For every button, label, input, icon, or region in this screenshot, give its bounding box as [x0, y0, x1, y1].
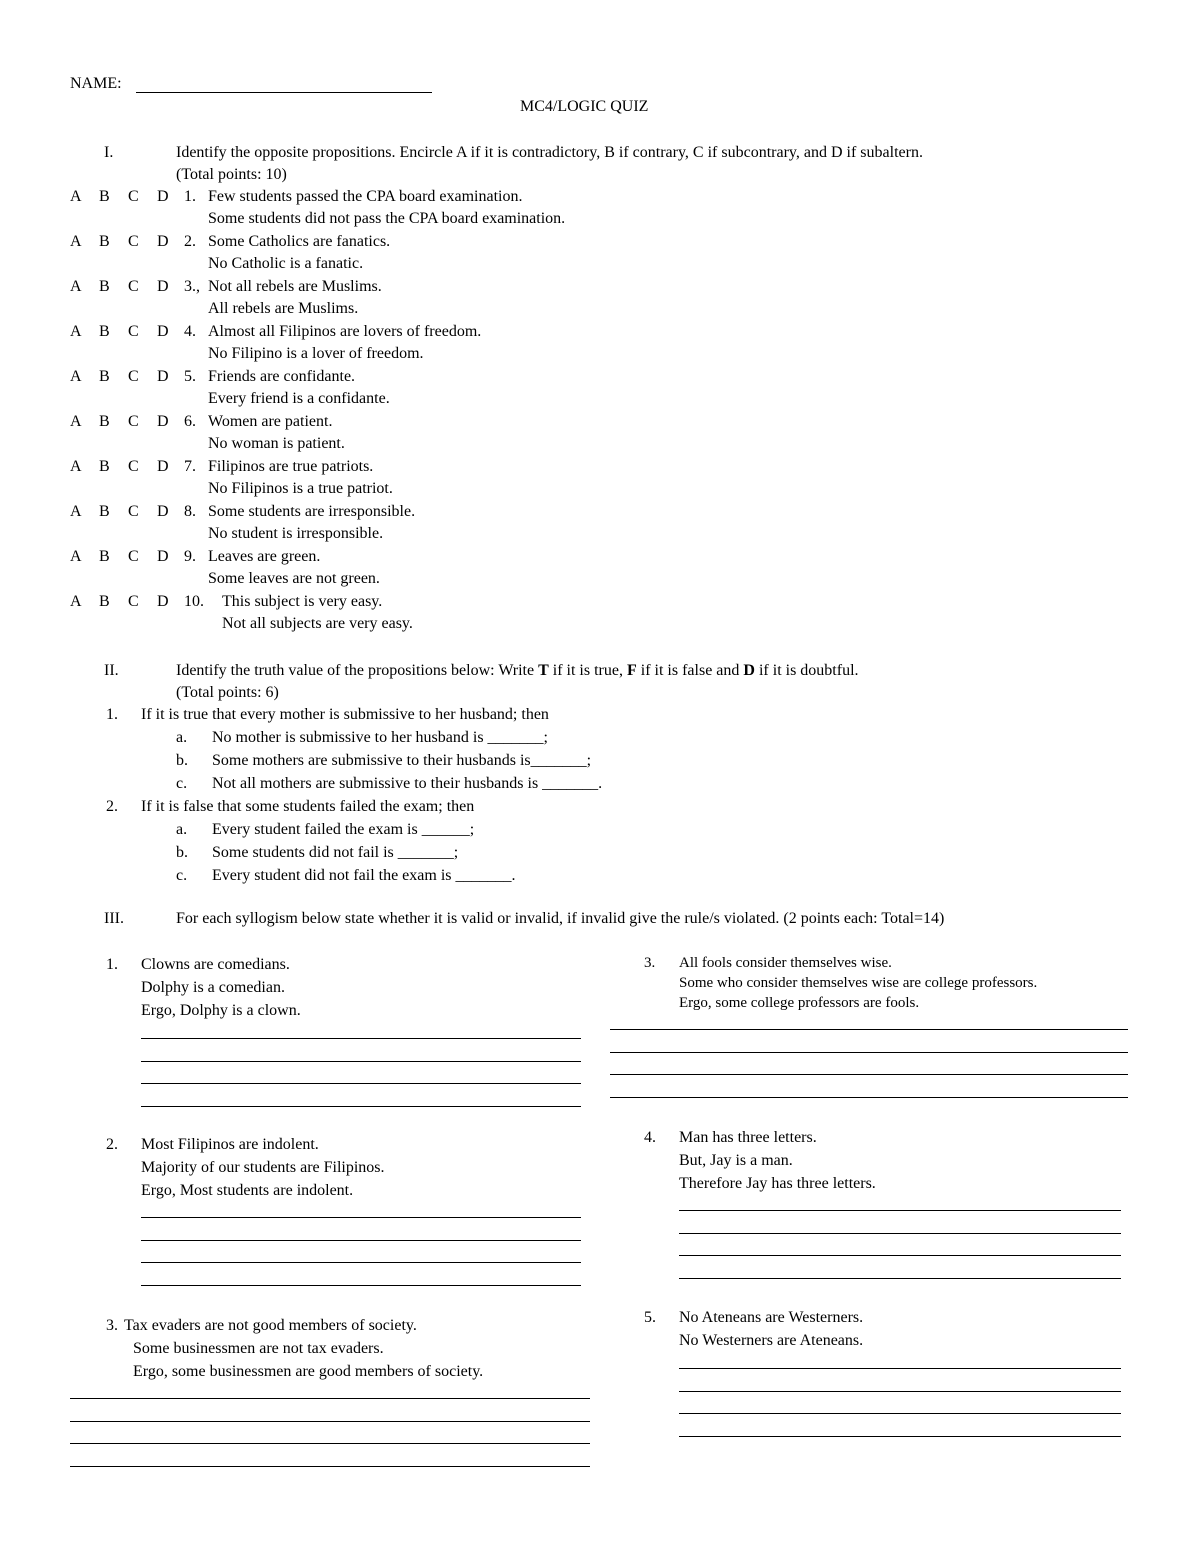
choice-b[interactable]: B — [99, 458, 110, 475]
part3-instruction: For each syllogism below state whether it is valid or invalid, if invalid give the rule/s violated. (2 points each: Total=14) — [176, 910, 945, 927]
answer-line[interactable] — [141, 1061, 581, 1062]
answer-line[interactable] — [141, 1240, 581, 1241]
item-number: 9. — [184, 548, 196, 565]
answer-choices — [70, 412, 186, 432]
syllogism-premise: Ergo, some businessmen are good members of society. — [133, 1363, 484, 1380]
part2-points: (Total points: 6) — [176, 684, 279, 701]
question-number: 2. — [106, 798, 118, 815]
choice-d[interactable]: D — [157, 593, 169, 610]
syllogism-number: 3. — [106, 1317, 118, 1334]
answer-line[interactable] — [679, 1413, 1121, 1414]
choice-b[interactable]: B — [99, 413, 110, 430]
choice-b[interactable]: B — [99, 593, 110, 610]
choice-a[interactable]: A — [70, 278, 82, 295]
part1-numeral: I. — [104, 144, 114, 161]
choice-b[interactable]: B — [99, 503, 110, 520]
item-first-text: Not all rebels are Muslims. — [208, 278, 382, 295]
sub-letter: c. — [176, 867, 188, 884]
syllogism-number: 5. — [644, 1309, 656, 1326]
syllogism-premise: Man has three letters. — [679, 1129, 817, 1146]
item-first-proposition — [184, 367, 355, 387]
item-number: 8. — [184, 503, 196, 520]
answer-line[interactable] — [679, 1210, 1121, 1211]
item-first-text: Some students are irresponsible. — [208, 503, 416, 520]
answer-choices — [70, 457, 186, 477]
answer-choices — [70, 277, 186, 297]
choice-c[interactable]: C — [128, 548, 139, 565]
sub-letter: b. — [176, 752, 188, 769]
item-first-proposition — [184, 457, 373, 477]
choice-c[interactable]: C — [128, 278, 139, 295]
part2-instruction-post: if it is doubtful. — [758, 662, 859, 679]
syllogism-premise: But, Jay is a man. — [679, 1152, 793, 1169]
item-second-proposition: Not all subjects are very easy. — [222, 615, 413, 632]
item-first-proposition — [184, 322, 481, 342]
syllogism-premise: Ergo, some college professors are fools. — [679, 995, 920, 1011]
item-first-proposition — [184, 592, 382, 612]
sub-question-text[interactable]: No mother is submissive to her husband is _______; — [212, 729, 548, 746]
part2-instruction-mid1: if it is true, — [552, 662, 623, 679]
part2-f-code: F — [626, 662, 637, 679]
item-second-proposition: Every friend is a confidante. — [208, 390, 390, 407]
choice-b[interactable]: B — [99, 233, 110, 250]
sub-question-text[interactable]: Every student failed the exam is ______; — [212, 821, 475, 838]
answer-line[interactable] — [141, 1285, 581, 1286]
choice-d[interactable]: D — [157, 233, 169, 250]
item-first-text: Some Catholics are fanatics. — [208, 233, 391, 250]
answer-line[interactable] — [610, 1074, 1128, 1075]
choice-a[interactable]: A — [70, 548, 82, 565]
answer-line[interactable] — [141, 1217, 581, 1218]
sub-question-text[interactable]: Some students did not fail is _______; — [212, 844, 459, 861]
part2-instruction-pre: Identify the truth value of the propositions below: Write — [176, 662, 535, 679]
answer-line[interactable] — [141, 1083, 581, 1084]
sub-letter: c. — [176, 775, 188, 792]
choice-a[interactable]: A — [70, 458, 82, 475]
choice-b[interactable]: B — [99, 278, 110, 295]
item-first-proposition — [184, 412, 332, 432]
item-second-proposition: No Filipino is a lover of freedom. — [208, 345, 424, 362]
syllogism-premise: Dolphy is a comedian. — [141, 979, 285, 996]
answer-line[interactable] — [141, 1106, 581, 1107]
choice-b[interactable]: B — [99, 323, 110, 340]
choice-d[interactable]: D — [157, 413, 169, 430]
syllogism-premise: Ergo, Most students are indolent. — [141, 1182, 354, 1199]
question-text: If it is true that every mother is submissive to her husband; then — [141, 706, 549, 723]
syllogism-premise: Some who consider themselves wise are college professors. — [679, 975, 1038, 991]
answer-line[interactable] — [141, 1038, 581, 1039]
answer-line[interactable] — [70, 1398, 590, 1399]
part1-instruction: Identify the opposite propositions. Encircle A if it is contradictory, B if contrary, C if subcontrary, and D if subaltern. — [176, 144, 923, 161]
question-text: If it is false that some students failed the exam; then — [141, 798, 475, 815]
answer-line[interactable] — [70, 1443, 590, 1444]
answer-line[interactable] — [70, 1466, 590, 1467]
item-number: 6. — [184, 413, 196, 430]
syllogism-first-line — [106, 1316, 417, 1336]
syllogism-premise: Clowns are comedians. — [141, 956, 290, 973]
choice-a[interactable]: A — [70, 233, 82, 250]
choice-c[interactable]: C — [128, 503, 139, 520]
item-second-proposition: No Filipinos is a true patriot. — [208, 480, 393, 497]
answer-line[interactable] — [679, 1368, 1121, 1369]
sub-letter: a. — [176, 821, 188, 838]
choice-b[interactable]: B — [99, 368, 110, 385]
answer-choices — [70, 547, 186, 567]
syllogism-number: 1. — [106, 956, 118, 973]
choice-d[interactable]: D — [157, 323, 169, 340]
sub-question-text[interactable]: Every student did not fail the exam is _______. — [212, 867, 516, 884]
syllogism-premise: No Ateneans are Westerners. — [679, 1309, 864, 1326]
choice-c[interactable]: C — [128, 233, 139, 250]
name-field-line[interactable] — [136, 92, 432, 93]
question-number: 1. — [106, 706, 118, 723]
answer-choices — [70, 367, 186, 387]
syllogism-number: 3. — [644, 955, 656, 971]
answer-line[interactable] — [679, 1436, 1121, 1437]
choice-c[interactable]: C — [128, 458, 139, 475]
part2-instruction-mid2: if it is false and — [640, 662, 740, 679]
part2-t-code: T — [538, 662, 549, 679]
part2-numeral: II. — [104, 662, 119, 679]
syllogism-premise: All fools consider themselves wise. — [679, 955, 892, 971]
item-number: 4. — [184, 323, 196, 340]
item-second-proposition: No Catholic is a fanatic. — [208, 255, 364, 272]
answer-choices — [70, 232, 186, 252]
item-first-text: Friends are confidante. — [208, 368, 356, 385]
choice-d[interactable]: D — [157, 278, 169, 295]
choice-c[interactable]: C — [128, 323, 139, 340]
item-first-text: Filipinos are true patriots. — [208, 458, 374, 475]
syllogism-premise: Majority of our students are Filipinos. — [141, 1159, 385, 1176]
name-label: NAME: — [70, 75, 122, 92]
syllogism-premise: Most Filipinos are indolent. — [141, 1136, 319, 1153]
syllogism-premise: No Westerners are Ateneans. — [679, 1332, 864, 1349]
item-second-proposition: Some leaves are not green. — [208, 570, 380, 587]
sub-letter: b. — [176, 844, 188, 861]
choice-a[interactable]: A — [70, 188, 82, 205]
item-number: 3., — [184, 278, 200, 295]
item-first-text: Almost all Filipinos are lovers of freedom. — [208, 323, 482, 340]
sub-question-text[interactable]: Not all mothers are submissive to their husbands is _______. — [212, 775, 603, 792]
item-first-text: This subject is very easy. — [222, 593, 383, 610]
choice-b[interactable]: B — [99, 548, 110, 565]
syllogism-premise: Therefore Jay has three letters. — [679, 1175, 876, 1192]
answer-choices — [70, 592, 186, 612]
item-number: 1. — [184, 188, 196, 205]
item-first-proposition — [184, 502, 415, 522]
choice-d[interactable]: D — [157, 188, 169, 205]
choice-b[interactable]: B — [99, 188, 110, 205]
choice-d[interactable]: D — [157, 368, 169, 385]
item-second-proposition: No student is irresponsible. — [208, 525, 384, 542]
answer-line[interactable] — [679, 1255, 1121, 1256]
answer-line[interactable] — [141, 1262, 581, 1263]
item-first-proposition — [184, 277, 382, 297]
item-first-proposition — [184, 187, 523, 207]
answer-line[interactable] — [679, 1233, 1121, 1234]
choice-c[interactable]: C — [128, 368, 139, 385]
answer-line[interactable] — [610, 1029, 1128, 1030]
choice-d[interactable]: D — [157, 548, 169, 565]
syllogism-premise: Tax evaders are not good members of society. — [124, 1317, 417, 1334]
answer-line[interactable] — [610, 1052, 1128, 1053]
part2-instruction — [176, 661, 859, 681]
answer-line[interactable] — [679, 1391, 1121, 1392]
answer-choices — [70, 322, 186, 342]
item-number: 7. — [184, 458, 196, 475]
item-number: 5. — [184, 368, 196, 385]
choice-a[interactable]: A — [70, 413, 82, 430]
choice-a[interactable]: A — [70, 503, 82, 520]
part1-points: (Total points: 10) — [176, 166, 287, 183]
syllogism-number: 4. — [644, 1129, 656, 1146]
syllogism-number: 2. — [106, 1136, 118, 1153]
answer-choices — [70, 187, 186, 207]
item-number: 10. — [184, 593, 204, 610]
part3-numeral: III. — [104, 910, 124, 927]
answer-line[interactable] — [610, 1097, 1128, 1098]
choice-c[interactable]: C — [128, 188, 139, 205]
item-second-proposition: No woman is patient. — [208, 435, 345, 452]
item-first-text: Women are patient. — [208, 413, 333, 430]
syllogism-premise: Ergo, Dolphy is a clown. — [141, 1002, 301, 1019]
choice-d[interactable]: D — [157, 503, 169, 520]
item-second-proposition: All rebels are Muslims. — [208, 300, 359, 317]
syllogism-premise: Some businessmen are not tax evaders. — [133, 1340, 384, 1357]
sub-question-text[interactable]: Some mothers are submissive to their husbands is_______; — [212, 752, 592, 769]
part2-d-code: D — [743, 662, 755, 679]
answer-choices — [70, 502, 186, 522]
sub-letter: a. — [176, 729, 188, 746]
answer-line[interactable] — [70, 1421, 590, 1422]
item-first-text: Leaves are green. — [208, 548, 321, 565]
answer-line[interactable] — [679, 1278, 1121, 1279]
choice-a[interactable]: A — [70, 593, 82, 610]
choice-a[interactable]: A — [70, 368, 82, 385]
choice-a[interactable]: A — [70, 323, 82, 340]
choice-c[interactable]: C — [128, 593, 139, 610]
page-title: MC4/LOGIC QUIZ — [520, 98, 649, 115]
choice-d[interactable]: D — [157, 458, 169, 475]
item-first-proposition — [184, 232, 390, 252]
item-number: 2. — [184, 233, 196, 250]
item-second-proposition: Some students did not pass the CPA board examination. — [208, 210, 566, 227]
item-first-proposition — [184, 547, 320, 567]
item-first-text: Few students passed the CPA board examination. — [208, 188, 523, 205]
choice-c[interactable]: C — [128, 413, 139, 430]
